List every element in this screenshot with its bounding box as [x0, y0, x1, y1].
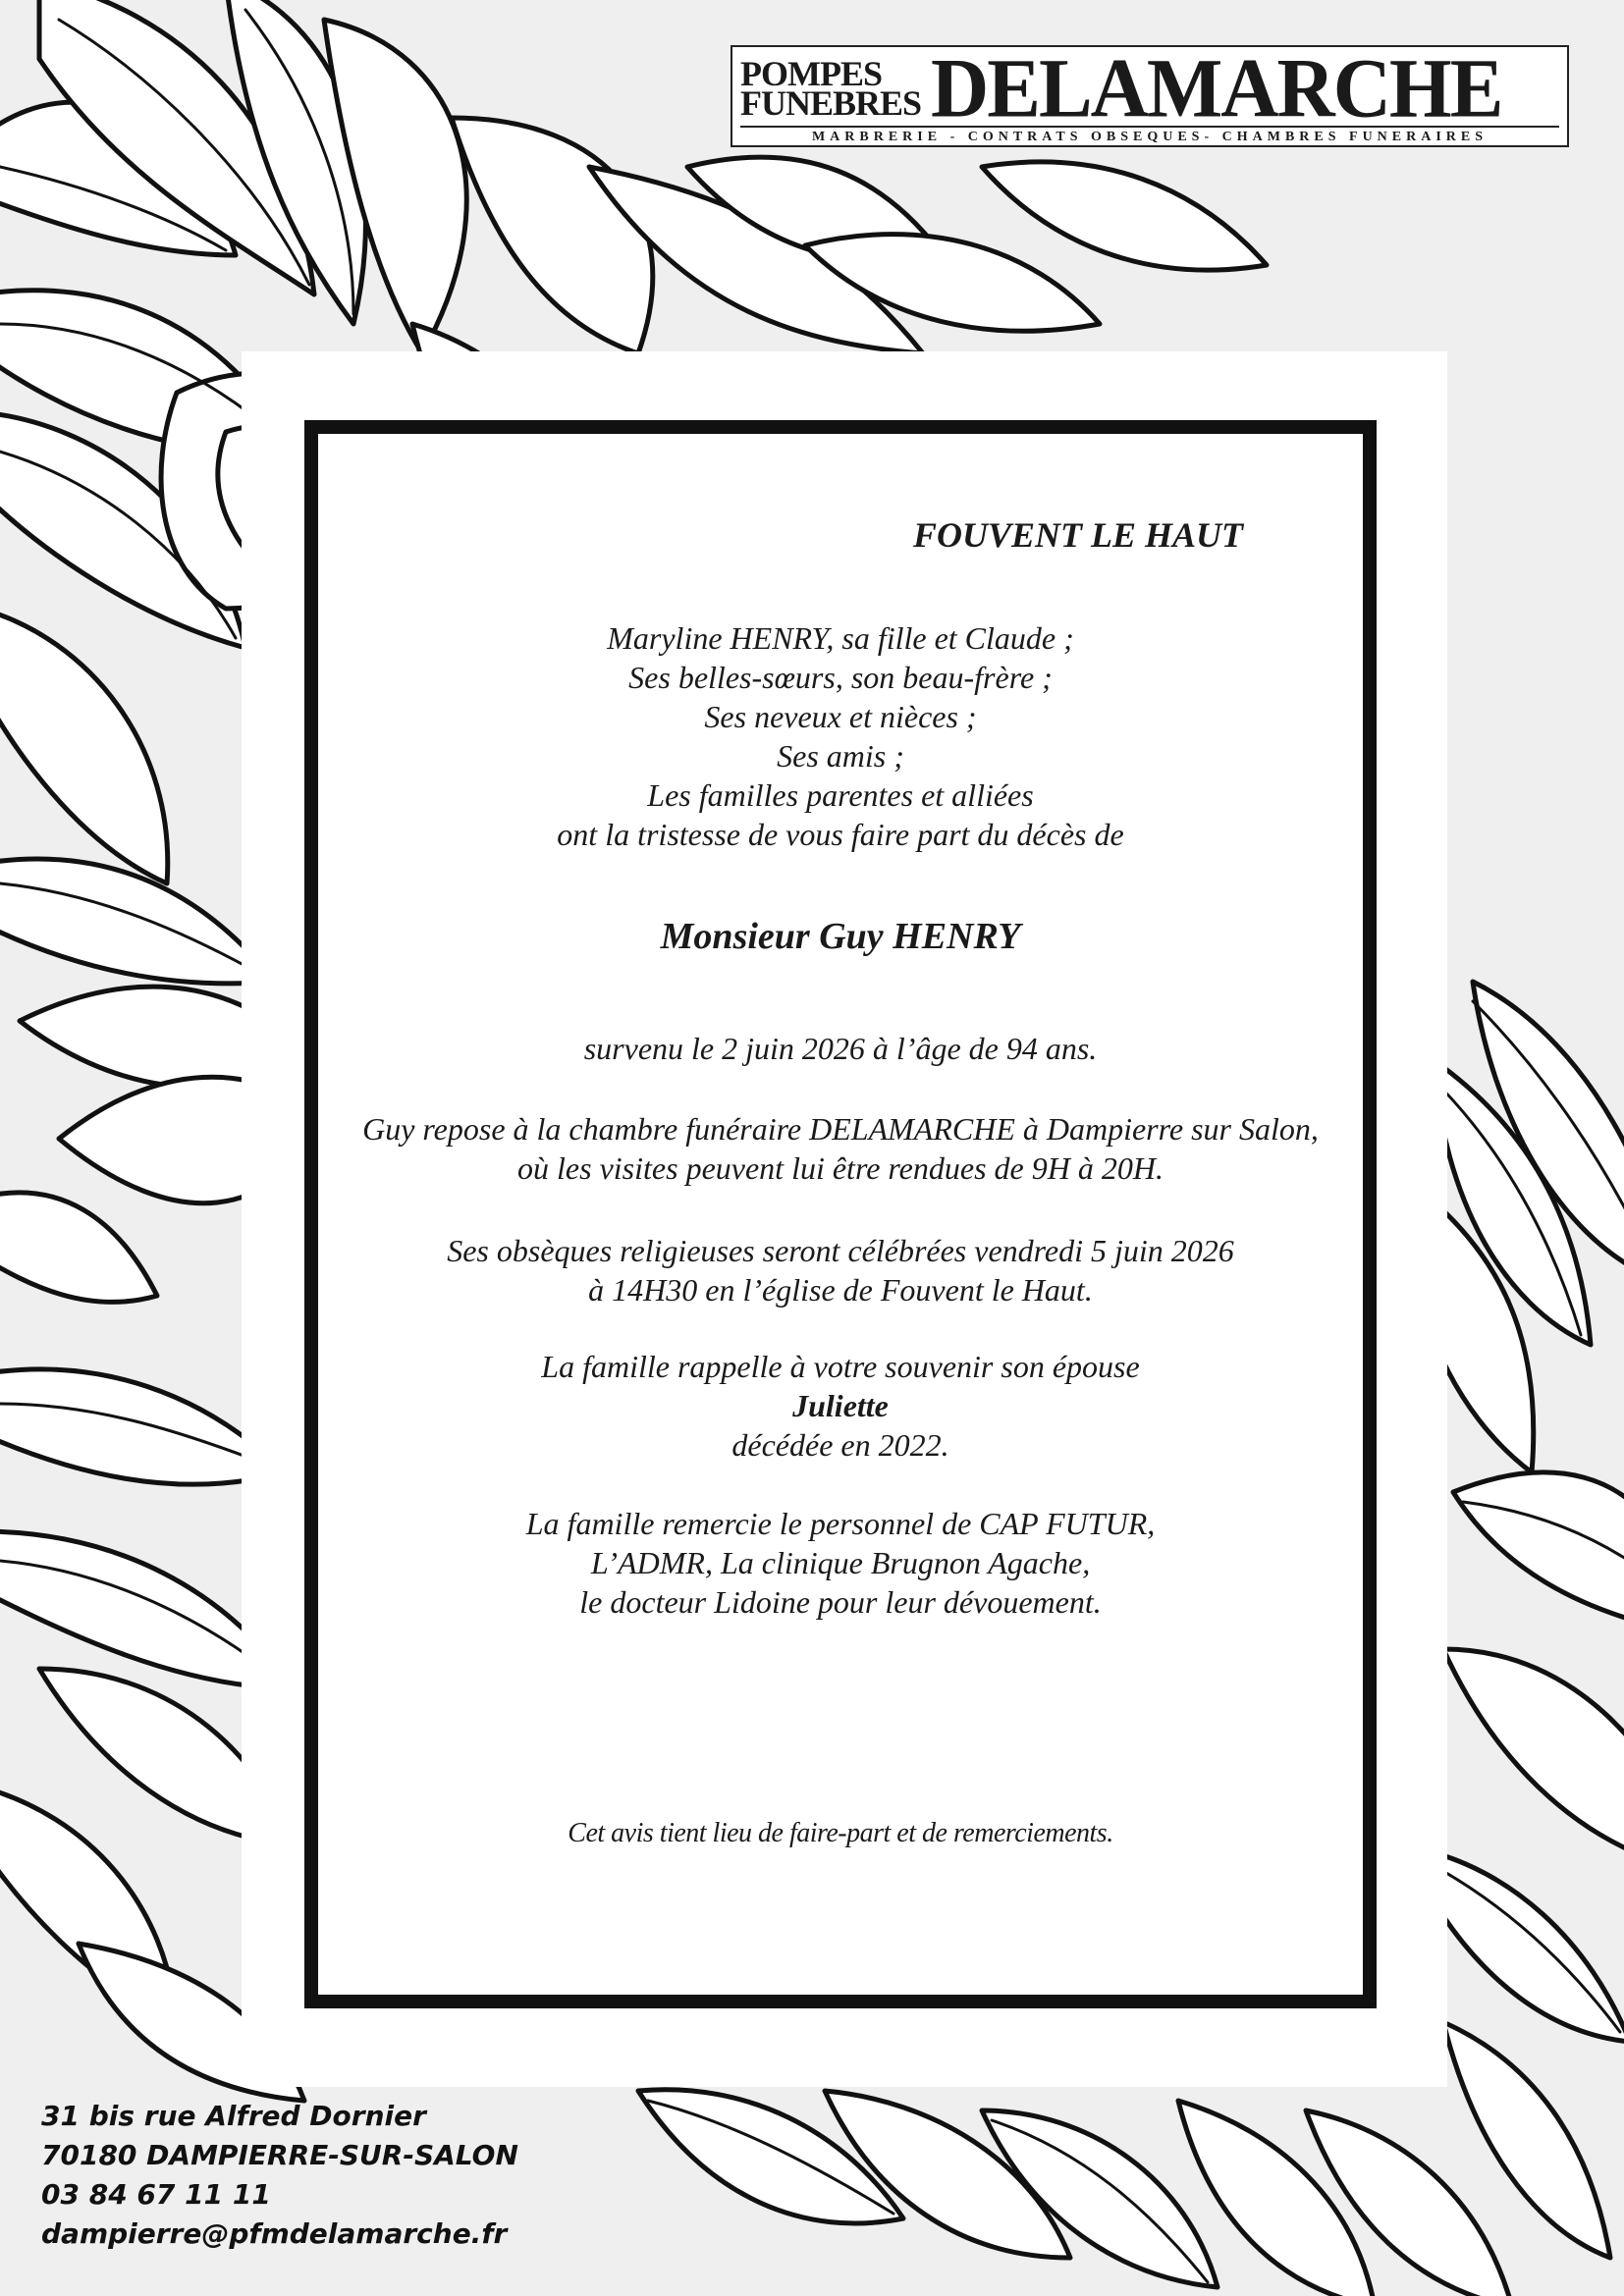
thanks-line: L’ADMR, La clinique Brugnon Agache, — [590, 1545, 1091, 1580]
thanks-line: La famille remercie le personnel de CAP FUTUR, — [525, 1506, 1156, 1541]
deceased-block — [318, 917, 1363, 956]
contact-info — [41, 2097, 518, 2254]
contact-email: dampierre@pfmdelamarche.fr — [41, 2217, 508, 2250]
death-date-block — [318, 1029, 1363, 1068]
logo-line-pompes: POMPES — [740, 54, 882, 93]
deceased-name: Monsieur Guy HENRY — [660, 916, 1021, 957]
funeral-line: à 14H30 en l’église de Fouvent le Haut. — [588, 1272, 1093, 1308]
repose-block — [318, 1109, 1363, 1188]
logo-top-row — [740, 40, 1559, 135]
closing-block — [318, 1814, 1363, 1853]
family-announcement — [318, 618, 1363, 854]
family-line: ont la tristesse de vous faire part du décès de — [557, 817, 1124, 852]
family-line: Ses neveux et nièces ; — [704, 699, 977, 734]
logo-small-text — [740, 54, 922, 123]
funeral-line: Ses obsèques religieuses seront célébrées vendredi 5 juin 2026 — [447, 1233, 1234, 1268]
company-logo — [731, 40, 1569, 147]
contact-city: 70180 DAMPIERRE-SUR-SALON — [41, 2139, 518, 2171]
remembrance-block — [318, 1347, 1363, 1465]
family-line: Ses amis ; — [777, 738, 904, 774]
family-line: Ses belles-sœurs, son beau-frère ; — [628, 660, 1053, 695]
death-date: survenu le 2 juin 2026 à l’âge de 94 ans. — [583, 1031, 1098, 1066]
logo-line-funebres: FUNEBRES — [740, 83, 922, 123]
spouse-name: Juliette — [792, 1388, 889, 1423]
thanks-block — [318, 1504, 1363, 1622]
funeral-service-block — [318, 1231, 1363, 1309]
family-line: Maryline HENRY, sa fille et Claude ; — [607, 620, 1074, 656]
logo-services-tagline: MARBRERIE - CONTRATS OBSEQUES- CHAMBRES FUNERAIRES — [740, 126, 1559, 145]
contact-address: 31 bis rue Alfred Dornier — [41, 2100, 426, 2132]
repose-line: Guy repose à la chambre funéraire DELAMARCHE à Dampierre sur Salon, — [362, 1111, 1319, 1147]
remembrance-line: décédée en 2022. — [731, 1427, 949, 1463]
contact-phone: 03 84 67 11 11 — [41, 2178, 271, 2211]
closing-statement: Cet avis tient lieu de faire-part et de remerciements. — [568, 1818, 1113, 1848]
remembrance-line: La famille rappelle à votre souvenir son épouse — [541, 1349, 1140, 1384]
logo-brand-name: DELAMARCHE — [931, 40, 1502, 135]
repose-line: où les visites peuvent lui être rendues de 9H à 20H. — [517, 1150, 1164, 1186]
family-line: Les familles parentes et alliées — [647, 777, 1034, 813]
notice-place: FOUVENT LE HAUT — [913, 515, 1244, 555]
thanks-line: le docteur Lidoine pour leur dévouement. — [579, 1584, 1102, 1620]
